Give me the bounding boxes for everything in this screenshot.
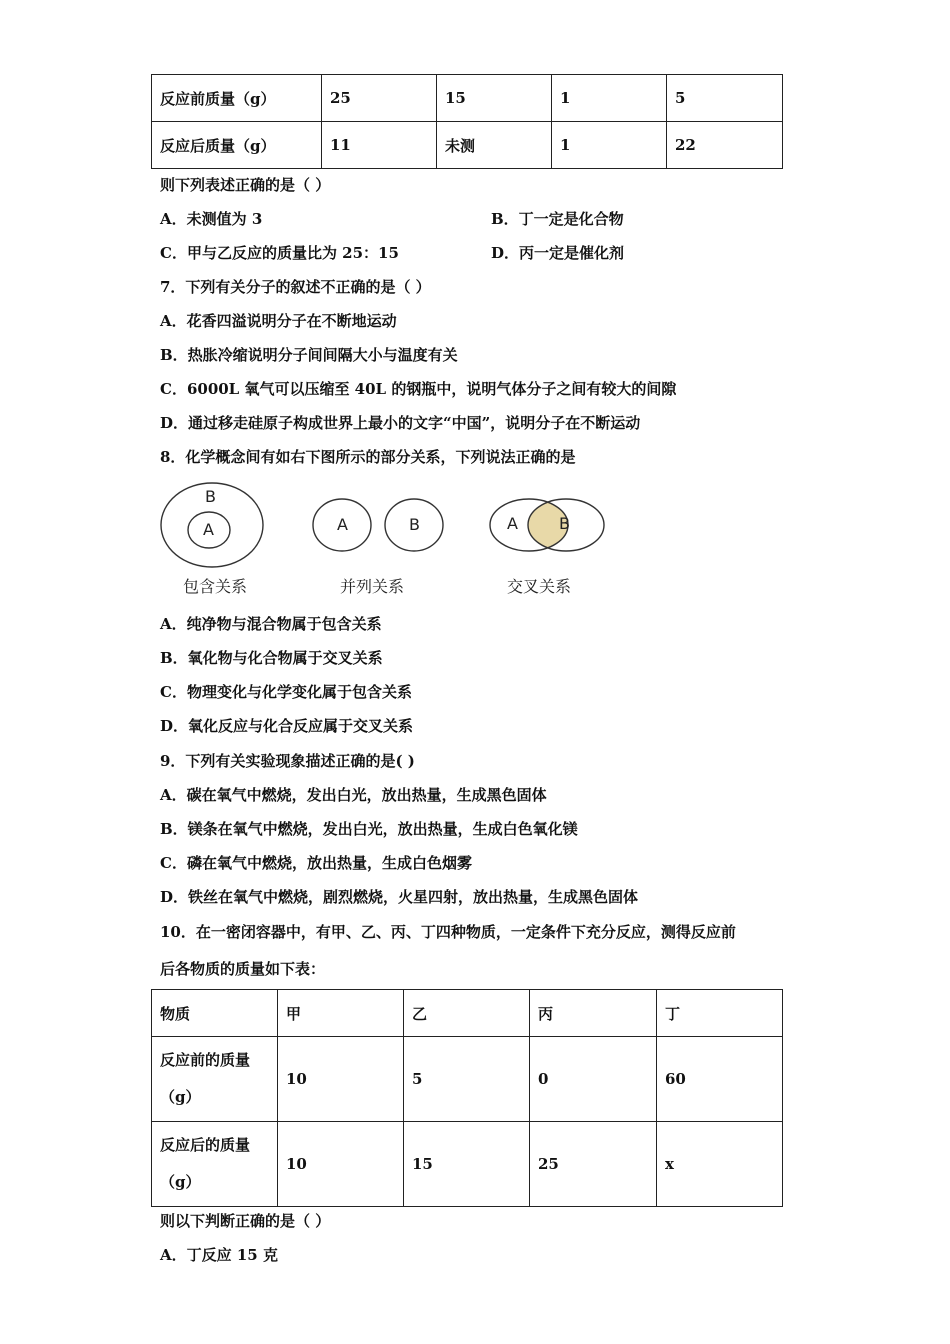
parallel-right-label: B [409,515,420,534]
parallel-left-label: A [337,515,348,534]
table-cell: 22 [667,122,783,169]
q9-option-d: D．铁丝在氧气中燃烧，剧烈燃烧，火星四射，放出热量，生成黑色固体 [160,888,639,906]
table-row [152,75,783,122]
table-cell: 5 [404,1037,530,1122]
q7-option-c: C．6000L 氧气可以压缩至 40L 的钢瓶中，说明气体分子之间有较大的间隙 [160,380,677,398]
cross-right-label: B [559,514,570,533]
mass-table-q10 [151,989,783,1207]
table-cell: 反应后质量（g） [152,122,322,169]
table-cell: 乙 [404,990,530,1037]
table-cell: x [657,1122,783,1207]
q6-prompt: 则下列表述正确的是（ ） [160,176,331,194]
q10-prompt: 则以下判断正确的是（ ） [160,1212,331,1230]
q6-option-a: A．未测值为 3 [160,210,263,228]
table-cell: 5 [667,75,783,122]
table-cell: 未测 [437,122,552,169]
q8-option-c: C．物理变化与化学变化属于包含关系 [160,683,412,701]
table-cell: 0 [530,1037,657,1122]
q6-option-c: C．甲与乙反应的质量比为 25：15 [160,244,399,262]
table-row [152,1122,783,1207]
q10-option-a: A．丁反应 15 克 [160,1246,278,1264]
table-cell: 10 [278,1122,404,1207]
table-cell: 25 [322,75,437,122]
q9-stem: 9．下列有关实验现象描述正确的是( ) [160,752,415,770]
q10-stem-line2: 后各物质的质量如下表： [160,960,326,978]
table-cell: 25 [530,1122,657,1207]
table-cell: 10 [278,1037,404,1122]
table-cell: 丁 [657,990,783,1037]
cross-caption: 交叉关系 [507,577,572,596]
q9-option-c: C．磷在氧气中燃烧，放出热量，生成白色烟雾 [160,854,472,872]
table-cell: 反应前质量（g） [152,75,322,122]
q6-option-b: B．丁一定是化合物 [491,210,624,228]
table-cell: 甲 [278,990,404,1037]
contain-outer-label: B [205,487,216,506]
table-cell: 反应后的质量（g） [152,1122,278,1207]
q8-option-b: B．氧化物与化合物属于交叉关系 [160,649,383,667]
table-cell: 11 [322,122,437,169]
table-cell: 15 [404,1122,530,1207]
q7-option-a: A．花香四溢说明分子在不断地运动 [160,312,397,330]
table-cell: 反应前的质量（g） [152,1037,278,1122]
q10-stem-line1: 10．在一密闭容器中，有甲、乙、丙、丁四种物质，一定条件下充分反应，测得反应前 [160,923,736,941]
table-cell: 15 [437,75,552,122]
table-cell: 物质 [152,990,278,1037]
table-cell: 1 [552,122,667,169]
cross-left-label: A [507,514,518,533]
contain-inner-label: A [203,520,214,539]
q9-option-a: A．碳在氧气中燃烧，发出白光，放出热量，生成黑色固体 [160,786,547,804]
q9-option-b: B．镁条在氧气中燃烧，发出白光，放出热量，生成白色氧化镁 [160,820,578,838]
q8-stem: 8．化学概念间有如右下图所示的部分关系，下列说法正确的是 [160,448,576,466]
table-cell: 60 [657,1037,783,1122]
q7-stem: 7．下列有关分子的叙述不正确的是（ ） [160,278,431,296]
table-cell: 丙 [530,990,657,1037]
parallel-caption: 并列关系 [340,577,405,596]
q7-option-b: B．热胀冷缩说明分子间间隔大小与温度有关 [160,346,458,364]
q8-option-d: D．氧化反应与化合反应属于交叉关系 [160,717,414,735]
table-row [152,1037,783,1122]
table-cell: 1 [552,75,667,122]
contain-caption: 包含关系 [183,577,248,596]
q8-option-a: A．纯净物与混合物属于包含关系 [160,615,382,633]
q7-option-d: D．通过移走硅原子构成世界上最小的文字“中国”，说明分子在不断运动 [160,414,641,432]
table-row [152,990,783,1037]
mass-table-q6 [151,74,783,169]
q6-option-d: D．丙一定是催化剂 [491,244,625,262]
table-row [152,122,783,169]
